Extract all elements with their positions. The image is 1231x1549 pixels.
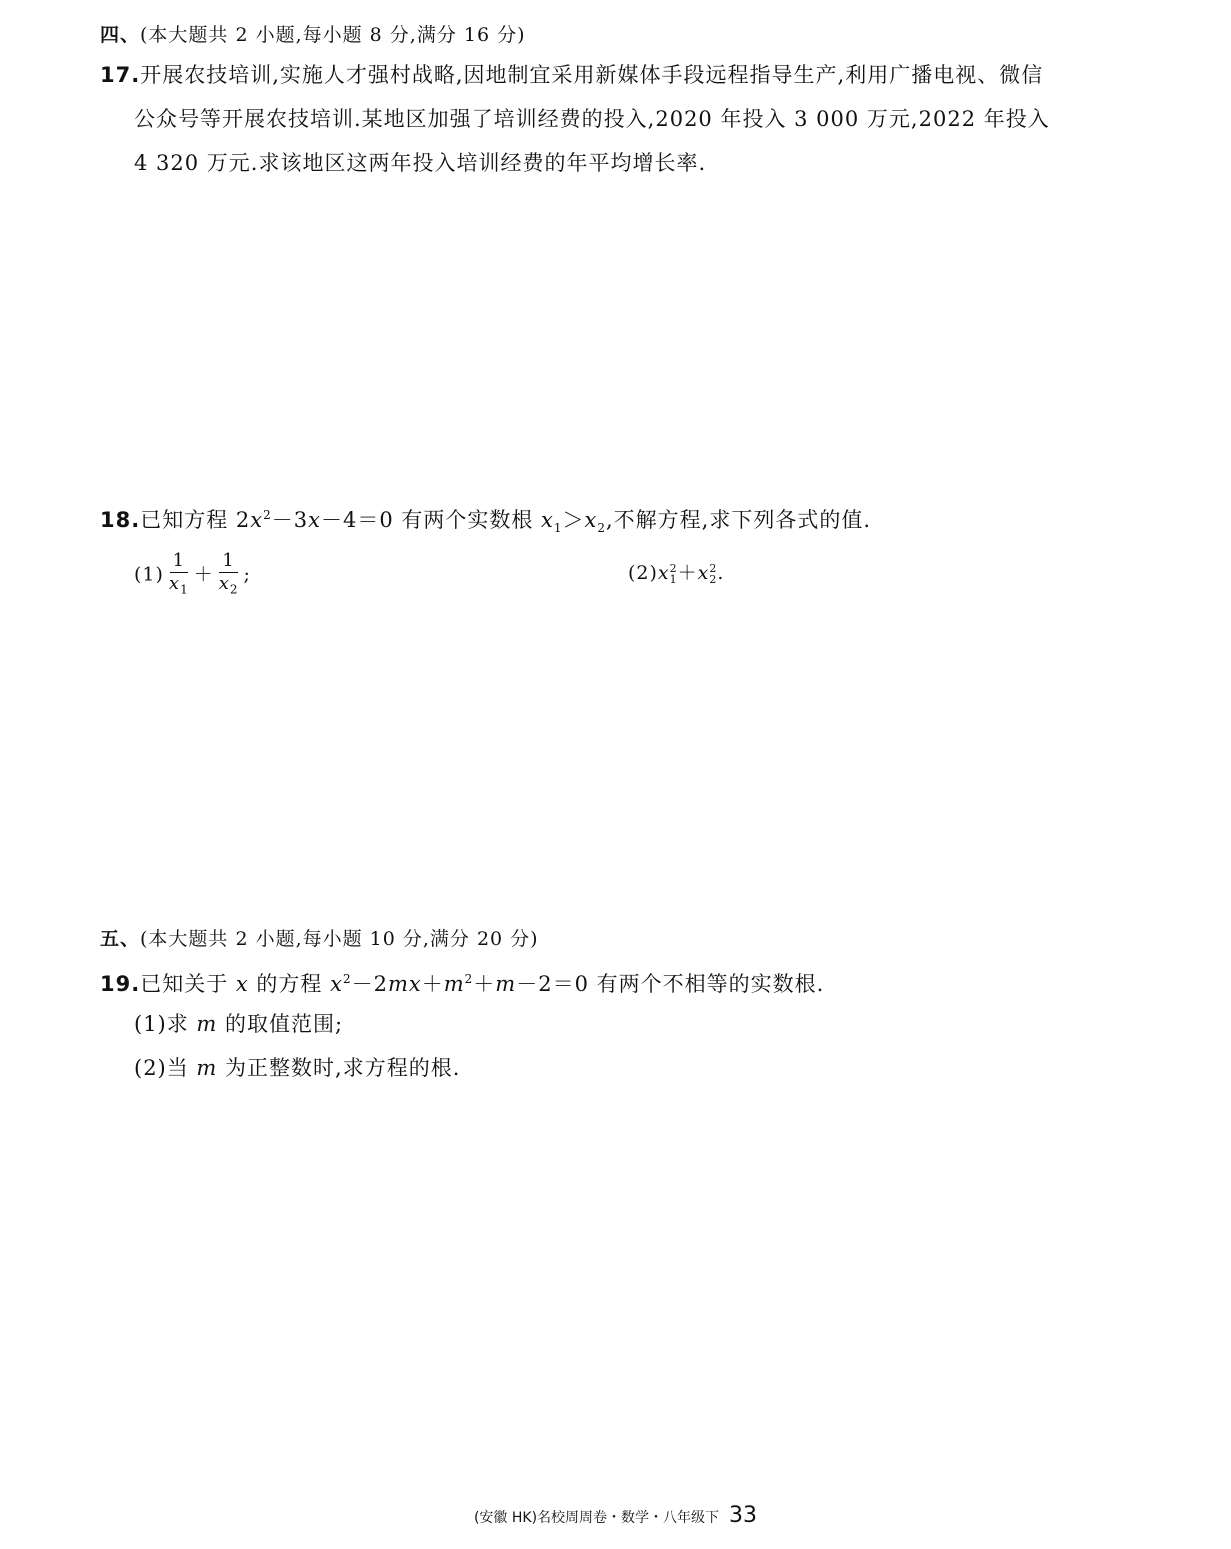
q18-frac2-sub: 2: [229, 582, 239, 597]
q18-part1: [134, 550, 251, 601]
q18-part1-end: ;: [243, 563, 251, 586]
q19-sq-2: 2: [464, 972, 474, 986]
q19-minus2: －2: [351, 972, 388, 996]
q19-stem-a: 已知关于: [140, 972, 236, 996]
q17-number: 17.: [100, 63, 141, 87]
q19-part1-m: m: [196, 1012, 218, 1036]
q18-square: 2: [263, 508, 272, 522]
q19-stem-end: －2＝0 有两个不相等的实数根.: [516, 972, 825, 996]
q18-var-x: x: [250, 508, 264, 532]
q18-part2-x1: x: [657, 562, 670, 584]
section-5-header: [100, 924, 539, 951]
q17-line3: 4 320 万元.求该地区这两年投入培训经费的年平均增长率.: [134, 151, 707, 175]
q18-frac1-num: 1: [170, 550, 188, 573]
q19-part1: [134, 1009, 343, 1039]
footer-text: (安徽 HK)名校周周卷・数学・八年级下: [473, 1510, 720, 1526]
q19-var-x: x: [235, 972, 249, 996]
q17-line1: [100, 60, 1043, 90]
q18-part2-plus: ＋: [677, 562, 698, 584]
q18-var-x-2: x: [308, 508, 321, 532]
q19-plus-2: ＋: [473, 972, 496, 996]
q18-part2-script1: [670, 563, 678, 585]
q18-frac-2: [216, 550, 242, 601]
q18-frac2-num: 1: [219, 550, 237, 573]
q18-part2-sup1: 2: [669, 562, 678, 575]
q18-frac1-den: [166, 573, 192, 601]
q18-gt: ＞: [562, 508, 585, 532]
q18-part2: [628, 558, 724, 588]
q17-line2: 公众号等开展农技培训.某地区加强了培训经费的投入,2020 年投入 3 000 万元,2022 年投入: [134, 107, 1050, 131]
q18-part2-end: .: [717, 562, 725, 584]
section-5-note: (本大题共 2 小题,每小题 10 分,满分 20 分): [140, 928, 539, 950]
q18-part2-label: (2): [628, 562, 658, 584]
q18-stem-c: ,不解方程,求下列各式的值.: [606, 508, 872, 532]
q18-frac1-sub: 1: [180, 582, 189, 597]
section-4-title: 四、: [100, 24, 141, 46]
section-4-header: [100, 20, 526, 47]
q18-part2-sub1: 1: [669, 573, 678, 586]
page-footer: [0, 1503, 1231, 1528]
q18-root-x2: x: [584, 508, 598, 532]
q18-part1-label: (1): [134, 563, 164, 586]
q18-part2-sup2: 2: [709, 562, 718, 575]
q19-eq-m2: m: [443, 972, 465, 996]
q19-eq-x2: x: [408, 972, 422, 996]
q18-frac2-den: [216, 573, 242, 601]
q18-minus3: －3: [271, 508, 309, 532]
q19-part1-end: 的取值范围;: [217, 1012, 344, 1036]
q17-text-line1: 开展农技培训,实施人才强村战略,因地制宜采用新媒体手段远程指导生产,利用广播电视、微信: [140, 63, 1044, 87]
section-5-title: 五、: [100, 928, 141, 950]
q18-part1-plus: ＋: [193, 563, 214, 586]
q19-part2-m: m: [196, 1056, 218, 1080]
q19-part2-label: (2)当: [134, 1056, 197, 1080]
q18-stem-a: 已知方程 2: [140, 508, 251, 532]
q19-number: 19.: [100, 972, 141, 996]
q18-frac1-x: x: [168, 573, 181, 594]
q19-part2-end: 为正整数时,求方程的根.: [217, 1056, 461, 1080]
q18-stem-b: －4＝0 有两个实数根: [320, 508, 542, 532]
q18-part2-sub2: 2: [709, 573, 718, 586]
q19-part2: [134, 1053, 460, 1083]
q19-stem: [100, 964, 824, 999]
q19-part1-label: (1)求: [134, 1012, 197, 1036]
q19-sq-1: 2: [342, 972, 352, 986]
q18-frac-1: [166, 550, 192, 601]
q18-sub1: 1: [553, 521, 563, 536]
q18-frac2-x: x: [218, 573, 230, 594]
q18-number: 18.: [100, 508, 141, 532]
q19-eq-m3: m: [495, 972, 517, 996]
page-number: 33: [729, 1503, 758, 1528]
q19-eq-x: x: [330, 972, 343, 996]
q19-plus-1: ＋: [421, 972, 444, 996]
section-4-note: (本大题共 2 小题,每小题 8 分,满分 16 分): [140, 24, 526, 46]
q18-part2-x2: x: [697, 562, 710, 584]
q18-stem: [100, 500, 871, 543]
q19-stem-b: 的方程: [248, 972, 331, 996]
q19-eq-m1: m: [387, 972, 409, 996]
q18-root-x1: x: [541, 508, 554, 532]
q18-sub2: 2: [597, 521, 606, 536]
